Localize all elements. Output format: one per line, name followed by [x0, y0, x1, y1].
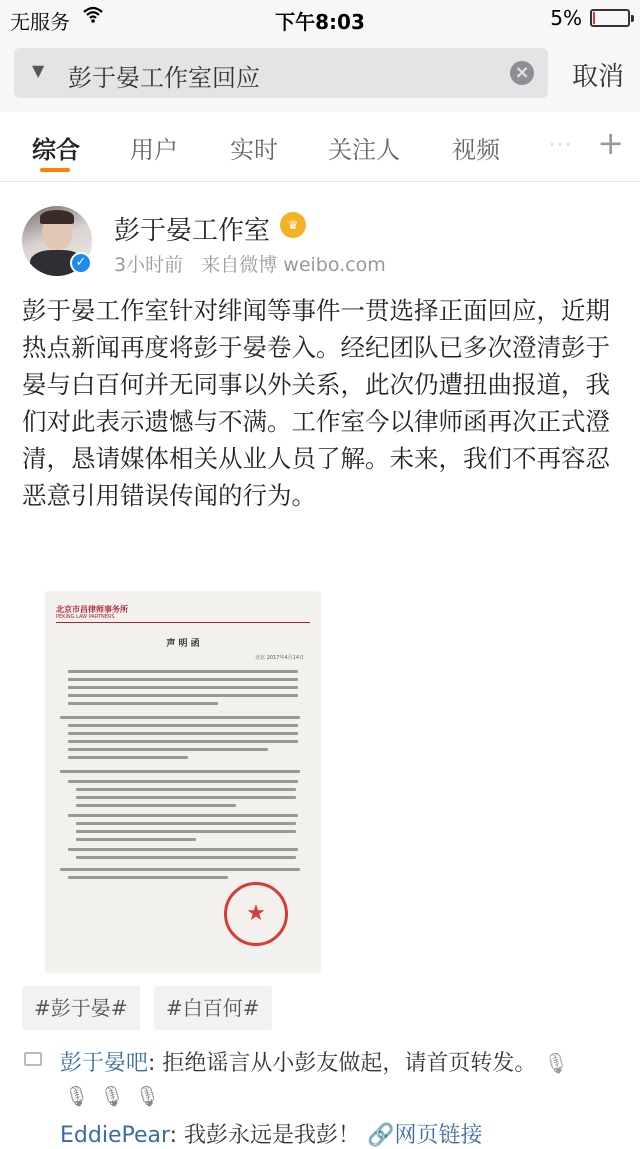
doc-text-line — [68, 694, 298, 697]
comment-item — [60, 1046, 569, 1077]
battery-fill — [593, 12, 595, 24]
search-input[interactable] — [14, 48, 548, 98]
hashtag-peng-yuyan[interactable]: #彭于晏# — [22, 986, 140, 1030]
doc-text-line — [76, 788, 296, 791]
battery-icon — [590, 9, 630, 27]
doc-text-line — [68, 686, 298, 689]
comment-icon — [24, 1052, 42, 1066]
verified-badge-icon: ✓ — [70, 252, 92, 274]
search-query-text[interactable]: 彭于晏工作室回应 — [68, 64, 260, 92]
doc-text-line — [68, 876, 228, 879]
doc-text-line — [76, 830, 296, 833]
cancel-button[interactable]: 取消 — [571, 62, 624, 92]
comment-user[interactable]: 彭于晏吧 — [60, 1051, 149, 1076]
doc-text-line — [68, 702, 218, 705]
add-tab-icon[interactable]: + — [597, 124, 624, 162]
web-link[interactable]: 🔗网页链接 — [367, 1123, 483, 1148]
post-text: 彭于晏工作室针对绯闻等事件一贯选择正面回应，近期热点新闻再度将彭于晏卷入。经纪团队已多次澄清彭于晏与白百何并无同事以外关系，此次仍遭扭曲报道，我们对此表示遗憾与不满。工作室今以律师函再次正式澄清，恳请媒体相关从业人员了解。未来，我们不再容忍恶意引用错误传闻的行为。 — [22, 296, 610, 510]
hashtag-bai-baihe[interactable]: #白百何# — [154, 986, 272, 1030]
search-area — [0, 36, 640, 112]
comment-item — [60, 1118, 482, 1149]
tab-videos[interactable]: 视频 — [452, 136, 500, 164]
doc-text-line — [76, 804, 236, 807]
law-firm-seal-icon: ★ — [224, 882, 288, 946]
clock: 下午8:03 — [275, 10, 365, 34]
tab-users[interactable]: 用户 — [130, 136, 178, 164]
post-source: 来自微博 weibo.com — [201, 254, 386, 276]
doc-text-line — [60, 770, 300, 773]
tab-following[interactable]: 关注人 — [328, 136, 400, 164]
comment-text: : 我彭永远是我彭！ — [169, 1123, 361, 1148]
battery-percent: 5% — [550, 6, 582, 30]
tab-realtime[interactable]: 实时 — [230, 136, 278, 164]
doc-text-line — [60, 868, 300, 871]
carrier-label: 无服务 — [10, 10, 70, 34]
active-tab-indicator — [40, 168, 70, 172]
doc-text-line — [76, 856, 296, 859]
post-author[interactable]: 彭于晏工作室 — [114, 216, 271, 246]
clear-search-icon[interactable]: × — [510, 61, 534, 85]
tab-comprehensive[interactable]: 综合 — [32, 136, 80, 164]
doc-text-line — [68, 756, 188, 759]
doc-text-line — [68, 748, 268, 751]
status-bar — [0, 0, 640, 36]
doc-text-line — [68, 678, 298, 681]
vip-crown-icon: ♛ — [280, 212, 306, 238]
post-time: 3小时前 — [114, 254, 184, 276]
doc-text-line — [76, 796, 296, 799]
doc-text-line — [68, 740, 298, 743]
doc-title: 声 明 函 — [166, 639, 200, 649]
doc-text-line — [68, 724, 298, 727]
tab-overflow: ⋯ — [548, 130, 572, 158]
doc-text-line — [68, 670, 298, 673]
post-image-statement-letter[interactable] — [46, 592, 320, 972]
comment-text: : 拒绝谣言从小彭友做起，请首页转发。 — [148, 1051, 537, 1076]
doc-text-line — [60, 716, 300, 719]
search-type-dropdown-icon[interactable]: ▼ — [32, 61, 45, 80]
doc-firm-name-en: PEKING LAW PARTNERS — [56, 614, 115, 620]
doc-firm-name: 北京市昌律师事务所 — [56, 605, 128, 614]
doc-text-line — [68, 848, 298, 851]
microphone-icon: 🎙 — [543, 1051, 569, 1075]
doc-text-line — [76, 838, 196, 841]
doc-text-line — [76, 822, 296, 825]
post-meta — [114, 250, 386, 277]
doc-text-line — [68, 780, 298, 783]
comment-user[interactable]: EddiePear — [60, 1123, 170, 1148]
doc-date: 北京 2017年4月14日 — [255, 655, 304, 661]
doc-text-line — [68, 814, 298, 817]
doc-text-line — [68, 732, 298, 735]
search-tabs — [0, 112, 640, 182]
microphone-emoji-row: 🎙🎙🎙 — [64, 1084, 171, 1108]
